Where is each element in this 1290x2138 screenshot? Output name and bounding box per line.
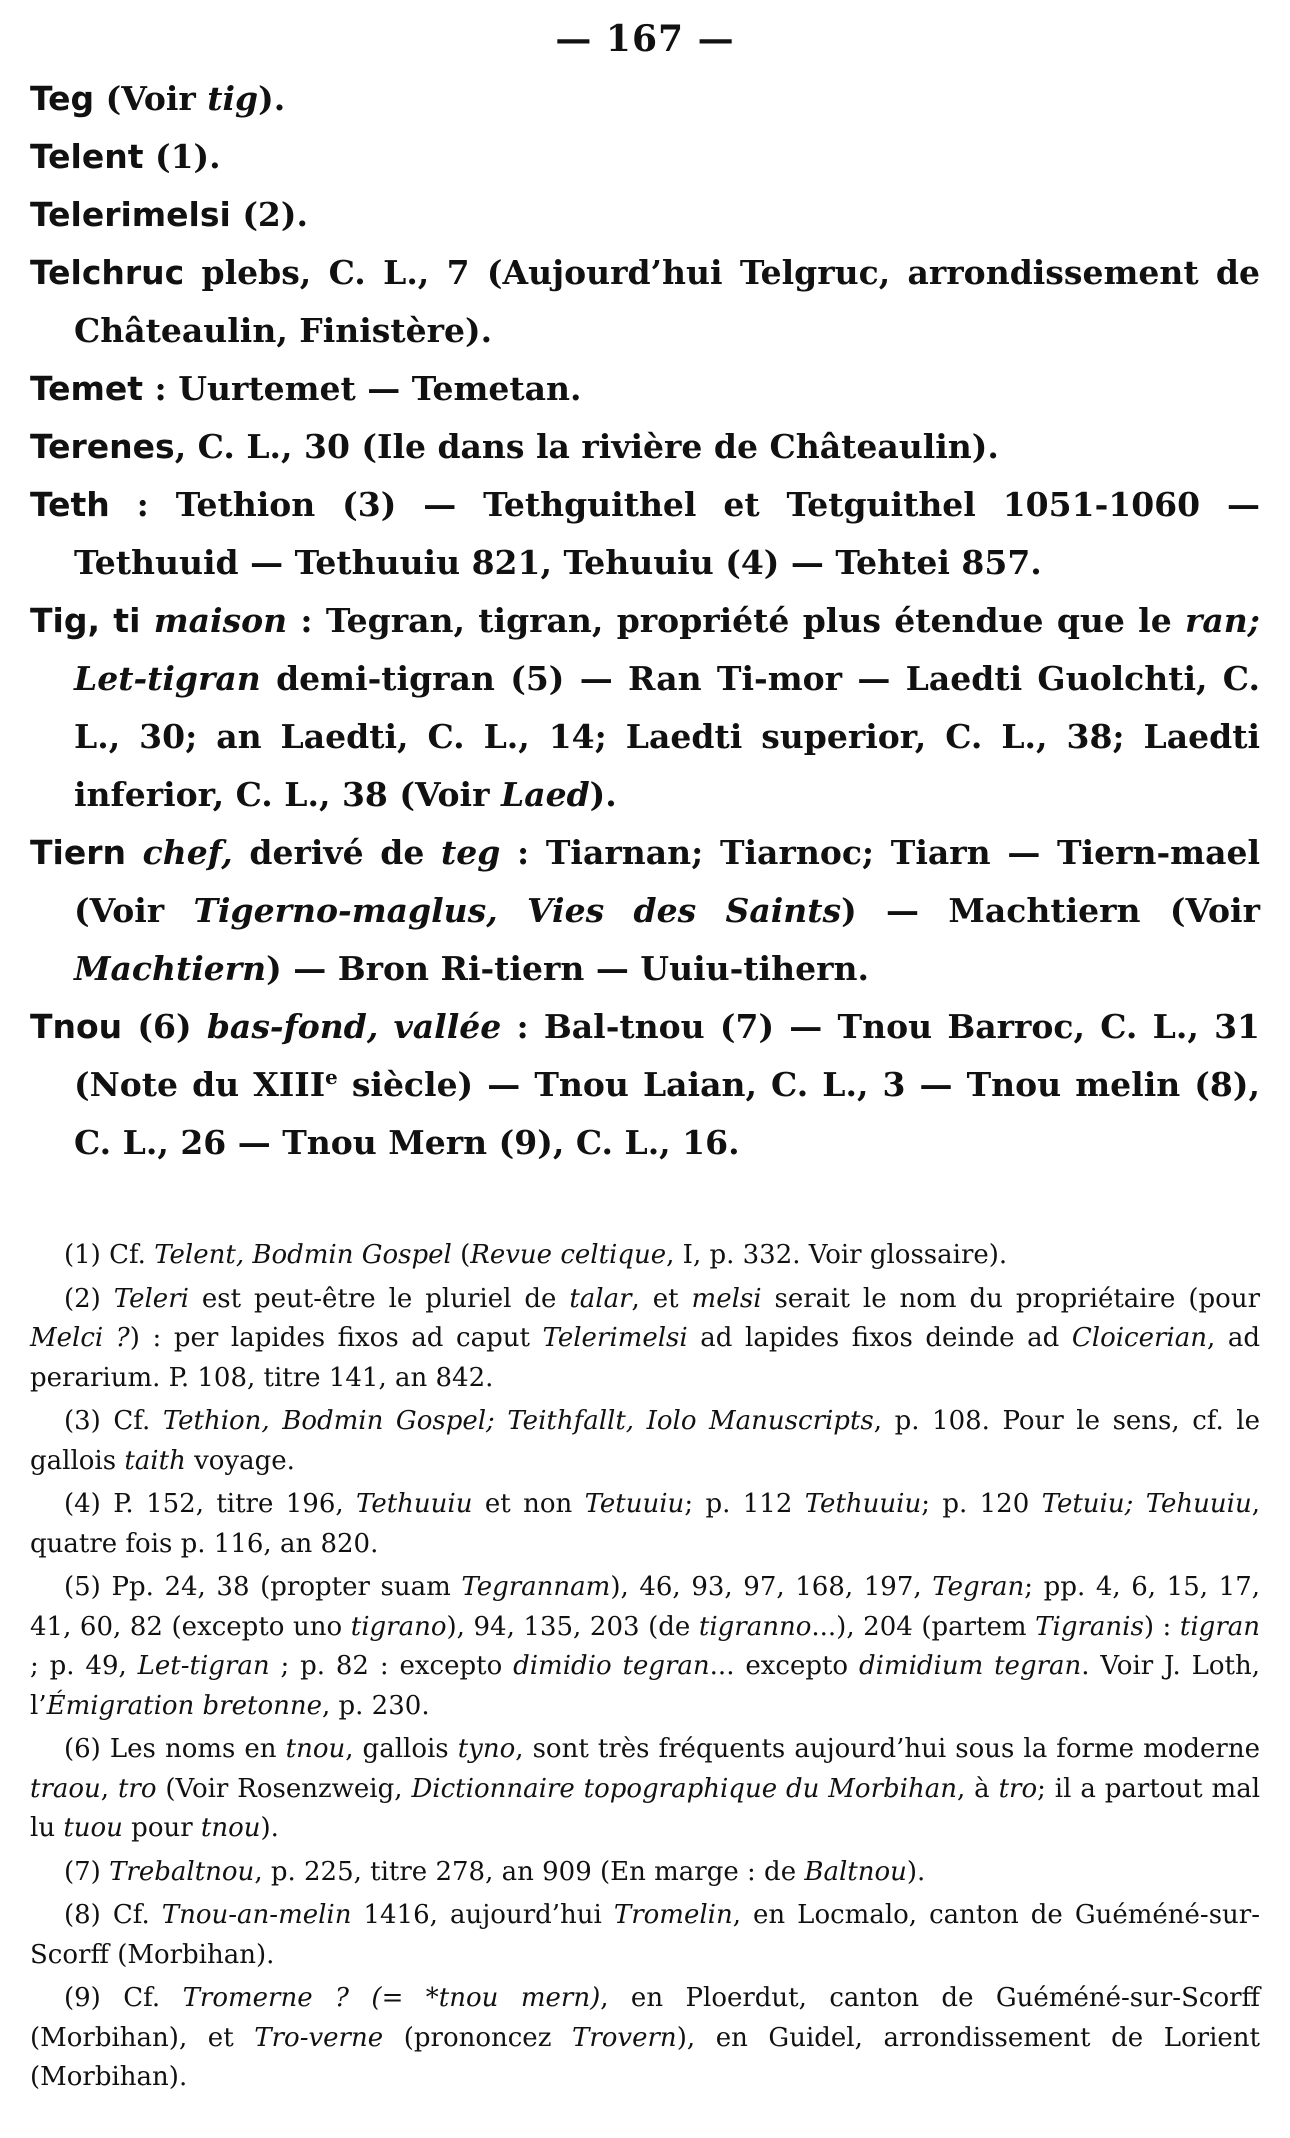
text-run: (1). (143, 137, 221, 176)
page-number: — 167 — (555, 18, 735, 60)
text-run: ) — Bron Ri-tiern — Uuiu-tihern. (266, 949, 869, 988)
italic-text: tuou (63, 1813, 123, 1843)
italic-text: Machtiern (74, 949, 267, 988)
text-run: , en Ploerdut, canton de Guéméné-sur-Scorff (Morbihan), et (30, 1983, 1260, 2053)
dictionary-entry (30, 418, 1260, 476)
text-run: , C. L., 30 (Ile dans la rivière de Châteaulin). (174, 427, 999, 466)
italic-text: ran; Let-tigran (74, 601, 1260, 698)
text-run: ; p. 120 (921, 1489, 1042, 1519)
text-run: ), en Guidel, arrondissement de Lorient (Morbihan). (30, 2022, 1260, 2092)
text-run (140, 601, 153, 640)
text-run: , sont très fréquents aujourd’hui sous la forme moderne (515, 1734, 1260, 1764)
dictionary-entry (30, 360, 1260, 418)
text-run: (8) Cf. (64, 1900, 162, 1930)
dictionary-entry (30, 128, 1260, 186)
text-run: ) — Machtiern (Voir (841, 891, 1260, 930)
italic-text: tigranno (698, 1611, 812, 1642)
text-run: (5) Pp. 24, 38 (propter suam (64, 1572, 462, 1602)
text-run: ). (260, 1813, 279, 1843)
headword: Telerimelsi (30, 195, 231, 234)
text-run: ), 94, 135, 203 (de (446, 1611, 699, 1642)
footnote (30, 1402, 1260, 1481)
footnote (30, 1568, 1260, 1726)
text-run: , (100, 1773, 118, 1804)
text-run: , p. 225, titre 278, an 909 (En marge : de (254, 1856, 805, 1887)
dictionary-entry (30, 476, 1260, 592)
italic-text: tro (998, 1773, 1038, 1804)
text-run: , et (631, 1283, 692, 1314)
italic-text: Tromerne ? (= *tnou mern) (182, 1983, 601, 2013)
text-run: , p. 230. (321, 1690, 430, 1721)
text-run: serait le nom du propriétaire (pour (761, 1283, 1260, 1314)
text-run: ), 46, 93, 97, 168, 197, (610, 1572, 933, 1602)
dictionary-entry (30, 592, 1260, 824)
text-run: ; p. 49, (30, 1651, 138, 1681)
text-run: e (325, 1065, 338, 1089)
footnote (30, 1236, 1260, 1276)
italic-text: Tigerno-maglus, Vies des Saints (193, 891, 842, 930)
italic-text: Tethion, Bodmin Gospel; Teithfallt, Iolo Manuscripts (162, 1406, 874, 1436)
italic-text: tnou (285, 1734, 346, 1764)
text-run: : Tiarnan; Tiarnoc; Tiarn — Tiern-mael (Voir (74, 833, 1260, 930)
text-run: ; pp. 4, 6, 15, 17, 41, 60, 82 (excepto uno (30, 1572, 1260, 1642)
italic-text: Laed (500, 775, 590, 814)
italic-text: Tegrannam (461, 1572, 611, 1602)
italic-text: taith (124, 1445, 186, 1476)
italic-text: Tromelin (613, 1900, 733, 1930)
text-run: 1416, aujourd’hui (351, 1900, 614, 1930)
italic-text: chef, (142, 833, 233, 872)
text-run: , à (956, 1773, 999, 1804)
italic-text: Tethuuiu (804, 1489, 922, 1519)
italic-text: Dictionnaire topographique du Morbihan (411, 1773, 957, 1804)
italic-text: Tetuuiu (584, 1489, 685, 1519)
text-run: ) : per lapides fixos ad caput (129, 1323, 543, 1353)
text-run: (Voir (94, 79, 208, 118)
headword: Terenes (30, 427, 175, 466)
italic-text: Tnou-an-melin (161, 1900, 352, 1930)
text-run: ad lapides fixos deinde ad (687, 1323, 1072, 1353)
text-run: ). (258, 79, 286, 118)
headword: Tiern (30, 833, 126, 872)
dictionary-entry (30, 824, 1260, 998)
headword: Teg (30, 79, 95, 118)
text-run: demi-tigran (5) — Ran Ti-mor — Laedti Guolchti, C. L., 30; an Laedti, C. L., 14; Laedti superior, C. L., 38; Laedti inferior, C. L., 38 (Voir (74, 659, 1260, 814)
document-page (30, 18, 1260, 2102)
text-run: (7) (64, 1856, 110, 1887)
text-run: (2). (230, 195, 308, 234)
italic-text: bas-fond, vallée (206, 1007, 502, 1046)
text-run (126, 833, 143, 872)
text-run: (2) (64, 1283, 114, 1314)
text-run: ). (906, 1856, 926, 1887)
text-run: , gallois (345, 1734, 458, 1764)
dictionary-entry (30, 244, 1260, 360)
italic-text: tro (117, 1773, 157, 1804)
italic-text: Tetuiu; Tehuuiu (1041, 1489, 1252, 1519)
italic-text: maison (153, 601, 288, 640)
dictionary-entry (30, 70, 1260, 128)
italic-text: tigrano (350, 1611, 447, 1642)
dictionary-entry (30, 186, 1260, 244)
text-run: (1) Cf. (64, 1240, 155, 1270)
text-run: siècle) — Tnou Laian, C. L., 3 — Tnou melin (8), C. L., 26 — Tnou Mern (9), C. L., 16. (74, 1065, 1260, 1162)
text-run: ... excepto (709, 1651, 859, 1681)
text-run: , en Locmalo, canton de Guéméné-sur-Scorff (Morbihan). (30, 1900, 1261, 1970)
italic-text: tigran (1179, 1611, 1260, 1642)
italic-text: tig (207, 79, 259, 118)
text-run: ; p. 112 (684, 1489, 805, 1519)
headword: Tig, ti (30, 601, 141, 640)
dictionary-entries (30, 70, 1260, 1172)
text-run: (4) P. 152, titre 196, (64, 1489, 357, 1519)
italic-text: Telent, Bodmin Gospel (154, 1240, 452, 1270)
text-run: (Voir Rosenzweig, (156, 1773, 412, 1804)
italic-text: tyno (457, 1734, 516, 1764)
italic-text: talar (569, 1283, 632, 1314)
italic-text: tnou (200, 1813, 261, 1843)
italic-text: traou (30, 1773, 101, 1804)
text-run: (3) Cf. (64, 1406, 163, 1436)
text-run: est peut-être le pluriel de (188, 1283, 570, 1314)
text-run: : Uurtemet — Temetan. (143, 369, 582, 408)
text-run: , quatre fois p. 116, an 820. (30, 1489, 1260, 1559)
italic-text: dimidio tegran (513, 1651, 710, 1681)
headword: Telent (30, 137, 144, 176)
italic-text: Let-tigran (137, 1651, 270, 1681)
text-run: (6) (122, 1007, 207, 1046)
italic-text: Trovern (572, 2022, 677, 2053)
text-run: ; p. 82 : excepto (269, 1651, 514, 1681)
headword: Telchruc (30, 253, 185, 292)
italic-text: Telerimelsi (542, 1323, 688, 1353)
italic-text: teg (441, 833, 501, 872)
text-run: (6) Les noms en (64, 1734, 286, 1764)
text-run: , p. 108. Pour le sens, cf. le gallois (30, 1406, 1260, 1476)
italic-text: melsi (691, 1283, 762, 1314)
text-run: : Tegran, tigran, propriété plus étendue que le (287, 601, 1186, 640)
text-run: voyage. (185, 1445, 295, 1476)
italic-text: Revue celtique (470, 1240, 667, 1270)
text-run: : Tethion (3) — Tethguithel et Tetguithel 1051-1060 — Tethuuid — Tethuuiu 821, Tehuuiu (4) — Tehtei 857. (74, 485, 1260, 582)
text-run: derivé de (232, 833, 441, 872)
footnote (30, 1896, 1260, 1975)
italic-text: Tegran (932, 1572, 1025, 1602)
text-run: ). (589, 775, 617, 814)
text-run: ; il a partout mal lu (30, 1773, 1261, 1843)
dictionary-entry (30, 998, 1260, 1172)
text-run: ) : (1143, 1611, 1180, 1642)
italic-text: Tro-verne (254, 2022, 384, 2053)
text-run: ( (451, 1240, 471, 1270)
text-run: , ad perarium. P. 108, titre 141, an 842. (30, 1323, 1260, 1393)
italic-text: Tethuuiu (356, 1489, 473, 1519)
text-run: : Bal-tnou (7) — Tnou Barroc, C. L., 31 (Note du XIII (74, 1007, 1260, 1104)
footnote (30, 1485, 1260, 1564)
footnote (30, 1280, 1260, 1399)
text-run: plebs, C. L., 7 (Aujourd’hui Telgruc, arrondissement de Châteaulin, Finistère). (74, 253, 1260, 350)
footnotes (30, 1236, 1260, 2098)
footnote (30, 1853, 1260, 1893)
italic-text: Trebaltnou (109, 1856, 255, 1887)
headword: Tnou (30, 1007, 123, 1046)
text-run: et non (472, 1489, 585, 1519)
footnote (30, 1730, 1260, 1849)
italic-text: dimidium tegran (858, 1651, 1082, 1681)
text-run: (prononcez (383, 2022, 572, 2053)
text-run: . Voir J. Loth, l’ (30, 1651, 1260, 1721)
italic-text: Melci ? (30, 1323, 130, 1353)
italic-text: Émigration bretonne (46, 1690, 322, 1721)
text-run: ...), 204 (partem (811, 1611, 1036, 1642)
italic-text: Cloicerian (1071, 1323, 1207, 1353)
footnote (30, 1979, 1260, 2098)
text-run: , I, p. 332. Voir glossaire). (666, 1240, 1008, 1270)
text-run: (9) Cf. (64, 1983, 183, 2013)
text-run: pour (122, 1813, 201, 1843)
headword: Temet (30, 369, 144, 408)
italic-text: Tigranis (1035, 1611, 1144, 1642)
italic-text: Teleri (113, 1283, 189, 1314)
italic-text: Baltnou (804, 1856, 907, 1887)
headword: Teth (30, 485, 110, 524)
